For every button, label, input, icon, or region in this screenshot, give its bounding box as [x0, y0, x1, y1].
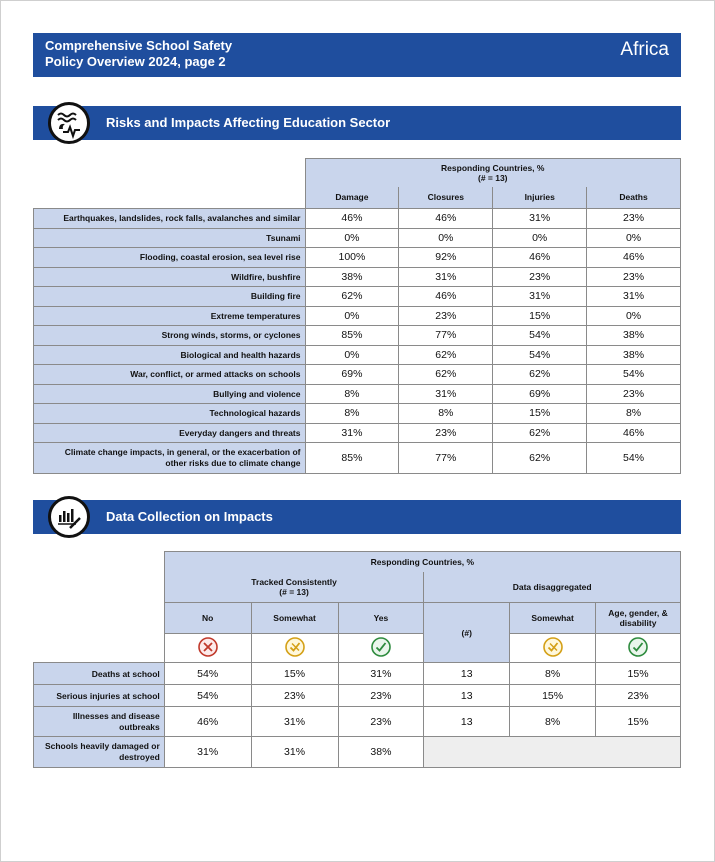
row-label: Extreme temperatures	[34, 306, 306, 326]
cell-value: 85%	[305, 326, 399, 346]
cell-value: 31%	[399, 384, 493, 404]
cell-value: 23%	[493, 267, 587, 287]
row-label-line1: Schools heavily damaged or	[44, 741, 160, 751]
cell-value: 13	[424, 663, 510, 685]
cell-value: 15%	[510, 685, 596, 707]
cell-value: 54%	[493, 345, 587, 365]
table-row	[34, 663, 681, 685]
row-label	[34, 707, 165, 737]
cell-value: 15%	[596, 663, 681, 685]
cell-value: 69%	[493, 384, 587, 404]
cell-value: 62%	[493, 365, 587, 385]
cell-value: 62%	[493, 443, 587, 474]
cell-value: 0%	[305, 228, 399, 248]
cell-value: 31%	[305, 423, 399, 443]
cell-value: 23%	[587, 209, 681, 229]
section-risks-title: Risks and Impacts Affecting Education Sector	[106, 115, 391, 130]
cell-value: 31%	[251, 707, 338, 737]
data-group-header: Responding Countries, %	[164, 552, 680, 572]
cell-value: 13	[424, 685, 510, 707]
col-yes: Yes	[338, 603, 424, 634]
cell-value: 31%	[399, 267, 493, 287]
cell-value: 23%	[338, 685, 424, 707]
cell-value: 15%	[596, 707, 681, 737]
row-label: Serious injuries at school	[34, 685, 165, 707]
cell-value: 0%	[305, 345, 399, 365]
cell-value: 46%	[587, 423, 681, 443]
row-label: Flooding, coastal erosion, sea level rise	[34, 248, 306, 268]
cell-value: 15%	[493, 306, 587, 326]
tracked-header-line2: (# = 13)	[279, 586, 309, 597]
cell-value: 46%	[587, 248, 681, 268]
cell-value: 69%	[305, 365, 399, 385]
table-row	[34, 228, 681, 248]
cell-value: 46%	[399, 209, 493, 229]
row-label: Earthquakes, landslides, rock falls, avalanches and similar	[34, 209, 306, 229]
row-label-line2: other risks due to climate change	[165, 458, 301, 468]
region-label: Africa	[620, 39, 669, 60]
table-row	[34, 326, 681, 346]
section-data-header	[33, 500, 681, 534]
table-row	[34, 248, 681, 268]
cell-value: 46%	[399, 287, 493, 307]
cell-value: 85%	[305, 443, 399, 474]
row-label: Bullying and violence	[34, 384, 306, 404]
row-label-line1: Climate change impacts, in general, or the exacerbation of	[64, 447, 301, 457]
cell-value: 46%	[164, 707, 251, 737]
data-collection-table	[33, 551, 681, 768]
cell-value: 23%	[587, 267, 681, 287]
cell-value: 31%	[493, 209, 587, 229]
cell-value: 13	[424, 707, 510, 737]
risks-group-header-line2: (# = 13)	[477, 172, 508, 183]
cell-value: 23%	[596, 685, 681, 707]
section-data-title: Data Collection on Impacts	[106, 509, 273, 524]
table-row	[34, 267, 681, 287]
cell-value: 38%	[587, 326, 681, 346]
cell-value: 31%	[587, 287, 681, 307]
risks-group-header	[305, 159, 681, 187]
row-label	[34, 737, 165, 768]
cell-value: 8%	[305, 404, 399, 424]
cell-value: 23%	[587, 384, 681, 404]
hazard-wave-icon	[48, 102, 90, 144]
row-label: Technological hazards	[34, 404, 306, 424]
cell-value: 77%	[399, 443, 493, 474]
col-deaths: Deaths	[587, 187, 681, 209]
cell-value: 23%	[251, 685, 338, 707]
cell-value: 46%	[305, 209, 399, 229]
row-label: Biological and health hazards	[34, 345, 306, 365]
cell-value: 0%	[493, 228, 587, 248]
cell-value: 31%	[164, 737, 251, 768]
row-label	[34, 443, 306, 474]
partial-check-icon	[251, 634, 338, 663]
cell-value: 23%	[399, 306, 493, 326]
cell-value: 8%	[510, 707, 596, 737]
disaggregated-header: Data disaggregated	[424, 572, 681, 603]
col-somewhat: Somewhat	[251, 603, 338, 634]
table-row	[34, 306, 681, 326]
cell-value: 46%	[493, 248, 587, 268]
cell-value: 15%	[251, 663, 338, 685]
cell-value: 54%	[493, 326, 587, 346]
chart-pencil-icon	[48, 496, 90, 538]
row-label-line2: outbreaks	[119, 721, 160, 732]
row-label-line2: destroyed	[119, 752, 160, 762]
cell-value: 8%	[510, 663, 596, 685]
row-label: Wildfire, bushfire	[34, 267, 306, 287]
table-row	[34, 685, 681, 707]
cell-value: 31%	[493, 287, 587, 307]
cell-value: 92%	[399, 248, 493, 268]
cell-value: 0%	[587, 306, 681, 326]
cell-value: 31%	[338, 663, 424, 685]
check-circle-icon	[338, 634, 424, 663]
cell-value: 77%	[399, 326, 493, 346]
table-row	[34, 345, 681, 365]
table-row	[34, 443, 681, 474]
cell-value: 23%	[399, 423, 493, 443]
tracked-header-line1: Tracked Consistently	[251, 576, 337, 587]
risks-group-header-line1: Responding Countries, %	[441, 162, 545, 173]
risks-table	[33, 158, 681, 474]
cell-value: 62%	[493, 423, 587, 443]
table-row	[34, 209, 681, 229]
col-count: (#)	[424, 603, 510, 663]
section-risks-header	[33, 106, 681, 140]
cell-value: 54%	[587, 443, 681, 474]
cell-value: 8%	[399, 404, 493, 424]
cell-value: 0%	[587, 228, 681, 248]
partial-check-icon	[510, 634, 596, 663]
table-row	[34, 423, 681, 443]
cell-value: 54%	[164, 663, 251, 685]
cell-value: 62%	[399, 365, 493, 385]
cell-value: 8%	[587, 404, 681, 424]
col-age-gender-disability: Age, gender, & disability	[596, 603, 681, 634]
cell-value: 23%	[338, 707, 424, 737]
row-label: Building fire	[34, 287, 306, 307]
row-label: Deaths at school	[34, 663, 165, 685]
table-row	[34, 287, 681, 307]
cell-value: 62%	[399, 345, 493, 365]
table-row	[34, 365, 681, 385]
row-label: Tsunami	[34, 228, 306, 248]
page-header	[33, 33, 681, 77]
table-row	[34, 404, 681, 424]
col-closures: Closures	[399, 187, 493, 209]
col-injuries: Injuries	[493, 187, 587, 209]
row-label: Everyday dangers and threats	[34, 423, 306, 443]
cell-value: 38%	[305, 267, 399, 287]
cell-value: 54%	[164, 685, 251, 707]
cell-value: 100%	[305, 248, 399, 268]
cell-value: 0%	[305, 306, 399, 326]
header-title-line1: Comprehensive School Safety	[45, 38, 233, 53]
col-damage: Damage	[305, 187, 399, 209]
check-circle-icon	[596, 634, 681, 663]
col-no: No	[164, 603, 251, 634]
cell-value: 38%	[338, 737, 424, 768]
empty-cell	[424, 737, 681, 768]
cell-value: 31%	[251, 737, 338, 768]
x-circle-icon	[164, 634, 251, 663]
cell-value: 15%	[493, 404, 587, 424]
cell-value: 0%	[399, 228, 493, 248]
cell-value: 8%	[305, 384, 399, 404]
row-label: War, conflict, or armed attacks on schools	[34, 365, 306, 385]
row-label: Strong winds, storms, or cyclones	[34, 326, 306, 346]
cell-value: 38%	[587, 345, 681, 365]
table-row	[34, 384, 681, 404]
table-row	[34, 707, 681, 737]
table-row	[34, 737, 681, 768]
col-disagg-somewhat: Somewhat	[510, 603, 596, 634]
cell-value: 62%	[305, 287, 399, 307]
header-title-line2: Policy Overview 2024, page 2	[45, 54, 226, 69]
tracked-header	[164, 572, 424, 603]
row-label-line1: Illnesses and disease	[72, 710, 160, 721]
cell-value: 54%	[587, 365, 681, 385]
